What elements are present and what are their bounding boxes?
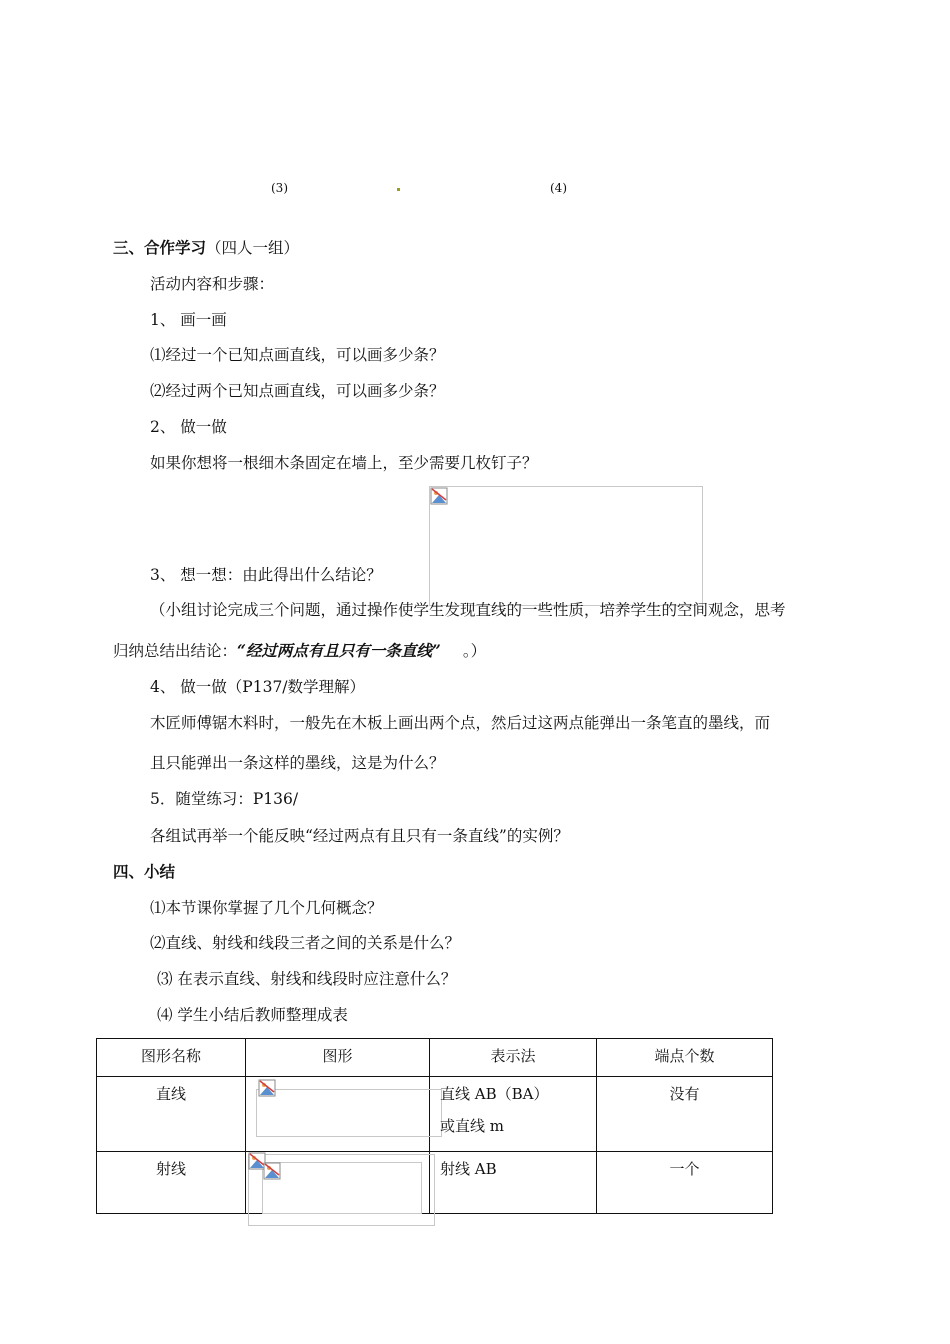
step1-question-2: ⑵经过两个已知点画直线，可以画多少条？ <box>150 382 445 400</box>
row-ray-name: 射线 <box>97 1152 246 1214</box>
row-ray-figure <box>246 1152 430 1214</box>
summary-table <box>96 1038 773 1214</box>
row-ray-endpoints: 一个 <box>597 1152 773 1214</box>
stray-dot <box>397 188 400 191</box>
step4-title: 4、 做一做（P137/数学理解） <box>150 678 366 696</box>
section3-heading: 三、合作学习 <box>113 239 207 257</box>
section4-heading: 四、小结 <box>113 863 176 881</box>
table-row <box>97 1152 773 1214</box>
step4-line2: 且只能弹出一条这样的墨线，这是为什么？ <box>150 754 445 772</box>
header-figure: 图形 <box>246 1039 430 1077</box>
step3-title: 3、 想一想：由此得出什么结论？ <box>150 566 382 584</box>
section3-heading-note: （四人一组） <box>206 239 300 257</box>
line-notation-2: 或直线 m <box>440 1117 504 1135</box>
summary-question-4: ⑷ 学生小结后教师整理成表 <box>157 1006 348 1024</box>
ray-figure-frame-inner <box>262 1162 422 1214</box>
summary-question-3: ⑶ 在表示直线、射线和线段时应注意什么？ <box>157 970 457 988</box>
row-line-endpoints: 没有 <box>597 1077 773 1152</box>
figure-label-4: (4) <box>550 181 567 195</box>
step1-question-1: ⑴经过一个已知点画直线，可以画多少条？ <box>150 346 445 364</box>
step2-title: 2、 做一做 <box>150 418 227 436</box>
broken-image-icon <box>430 487 448 505</box>
header-notation: 表示法 <box>430 1039 597 1077</box>
row-line-figure <box>246 1077 430 1152</box>
step4-line1: 木匠师傅锯木料时，一般先在木板上画出两个点，然后过这两点能弹出一条笔直的墨线，而 <box>150 714 771 732</box>
summary-question-2: ⑵直线、射线和线段三者之间的关系是什么？ <box>150 934 461 952</box>
step5-title: 5．随堂练习：P136/ <box>150 790 299 808</box>
broken-image-icon <box>258 1079 276 1097</box>
step1-title: 1、 画一画 <box>150 311 227 329</box>
step3-note-pre: 归纳总结出结论： <box>113 642 238 660</box>
row-line-notation <box>430 1077 597 1152</box>
row-line-name: 直线 <box>97 1077 246 1152</box>
figure-label-3: (3) <box>271 181 288 195</box>
step3-note-post: 。） <box>462 642 487 660</box>
key-conclusion: “经过两点有且只有一条直线” <box>237 641 441 660</box>
line-notation-1: 直线 AB（BA） <box>440 1085 549 1103</box>
header-endpoints: 端点个数 <box>597 1039 773 1077</box>
summary-question-1: ⑴本节课你掌握了几个几何概念？ <box>150 899 383 917</box>
step3-note-line1: （小组讨论完成三个问题，通过操作使学生发现直线的一些性质，培养学生的空间观念，思考 <box>150 601 786 619</box>
step3-note-line2 <box>113 641 486 661</box>
broken-image-icon <box>263 1162 281 1180</box>
activity-intro: 活动内容和步骤： <box>150 275 275 293</box>
line-figure-frame <box>256 1089 442 1137</box>
header-figure-name: 图形名称 <box>97 1039 246 1077</box>
step5-question: 各组试再举一个能反映“经过两点有且只有一条直线”的实例？ <box>150 827 569 845</box>
row-ray-notation <box>430 1152 597 1214</box>
step2-question: 如果你想将一根细木条固定在墙上，至少需要几枚钉子？ <box>150 454 538 472</box>
ray-notation-1: 射线 AB <box>440 1160 497 1178</box>
broken-image-frame <box>429 486 703 606</box>
table-header-row <box>97 1039 773 1077</box>
section3-heading-row <box>113 238 299 258</box>
table-row <box>97 1077 773 1152</box>
